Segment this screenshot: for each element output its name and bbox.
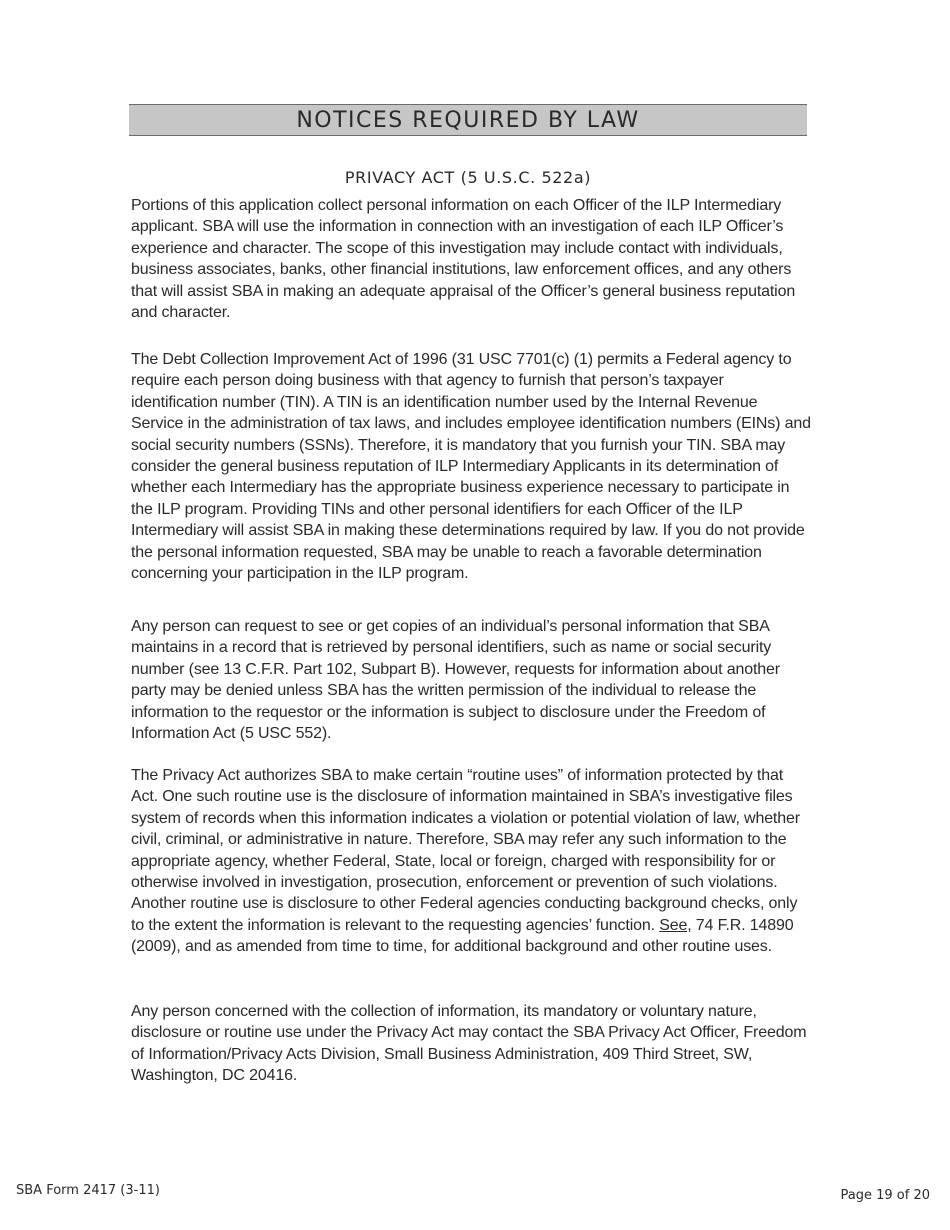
paragraph-contact: Any person concerned with the collection of information, its mandatory or voluntary nature, disclosure or routine use under the Privacy Act may contact the SBA Privacy Act Officer, Freedom of Information/Privacy Acts Division, Small Business Administration, 409 Third Street, SW, Washington, DC 20416. xyxy=(131,1003,807,1085)
routine-uses-text-end: 74 F.R. 14890 (2009), and as amended from time to time, for additional background and other routine uses. xyxy=(131,916,794,956)
paragraph-investigation: Portions of this application collect personal information on each Officer of the ILP Intermediary applicant. SBA will use the information in connection with an investigation of each ILP Officer’s experience and character. The scope of this investigation may include contact with individuals, business associates, banks, other financial institutions, law enforcement offices, and any others that will assist SBA in making an adequate appraisal of the Officer’s general business reputation and character. xyxy=(131,197,796,322)
see-citation: See, xyxy=(659,916,692,934)
paragraph-debt-collection: The Debt Collection Improvement Act of 1996 (31 USC 7701(c) (1) permits a Federal agency to require each person doing business with that agency to furnish that person’s taxpayer identification number (TIN). A TIN is an identification number used by the Internal Revenue Service in the administration of tax laws, and includes employee identification numbers (EINs) and social security numbers (SSNs). Therefore, it is mandatory that you furnish your TIN. SBA may consider the general business reputation of ILP Intermediary Applicants in its determination of whether each Intermediary has the appropriate business experience necessary to participate in the ILP program. Providing TINs and other personal identifiers for each Officer of the ILP Intermediary will assist SBA in making these determinations required by law. If you do not provide the personal information requested, SBA may be unable to reach a favorable determination concerning your participation in the ILP program. xyxy=(131,351,811,583)
routine-uses-text-start: The Privacy Act authorizes SBA to make certain “routine uses” of information protected by that Act. One such routine use is the disclosure of information maintained in SBA’s investigative files system of records when this information indicates a violation or potential violation of law, whether civil, criminal, or administrative in nature. Therefore, SBA may refer any such information to the appropriate agency, whether Federal, State, local or foreign, charged with responsibility for or otherwise involved in investigation, prosecution, enforcement or prevention of such violations. Another routine use is disclosure to other Federal agencies conducting background checks, only to the extent the information is relevant to the requesting agencies’ function. xyxy=(131,767,800,934)
form-identifier: SBA Form 2417 (3-11) xyxy=(16,1183,160,1198)
paragraph-routine-uses xyxy=(131,765,811,958)
page-title: NOTICES REQUIRED BY LAW xyxy=(129,104,807,136)
page-number: Page 19 of 20 xyxy=(840,1188,930,1203)
paragraph-access-records: Any person can request to see or get copies of an individual’s personal information that SBA maintains in a record that is retrieved by personal identifiers, such as name or social security number (see 13 C.F.R. Part 102, Subpart B). However, requests for information about another party may be denied unless SBA has the written permission of the individual to release the information to the requestor or the information is subject to disclosure under the Freedom of Information Act (5 USC 552). xyxy=(131,618,780,743)
section-heading: PRIVACY ACT (5 U.S.C. 522a) xyxy=(344,168,592,187)
